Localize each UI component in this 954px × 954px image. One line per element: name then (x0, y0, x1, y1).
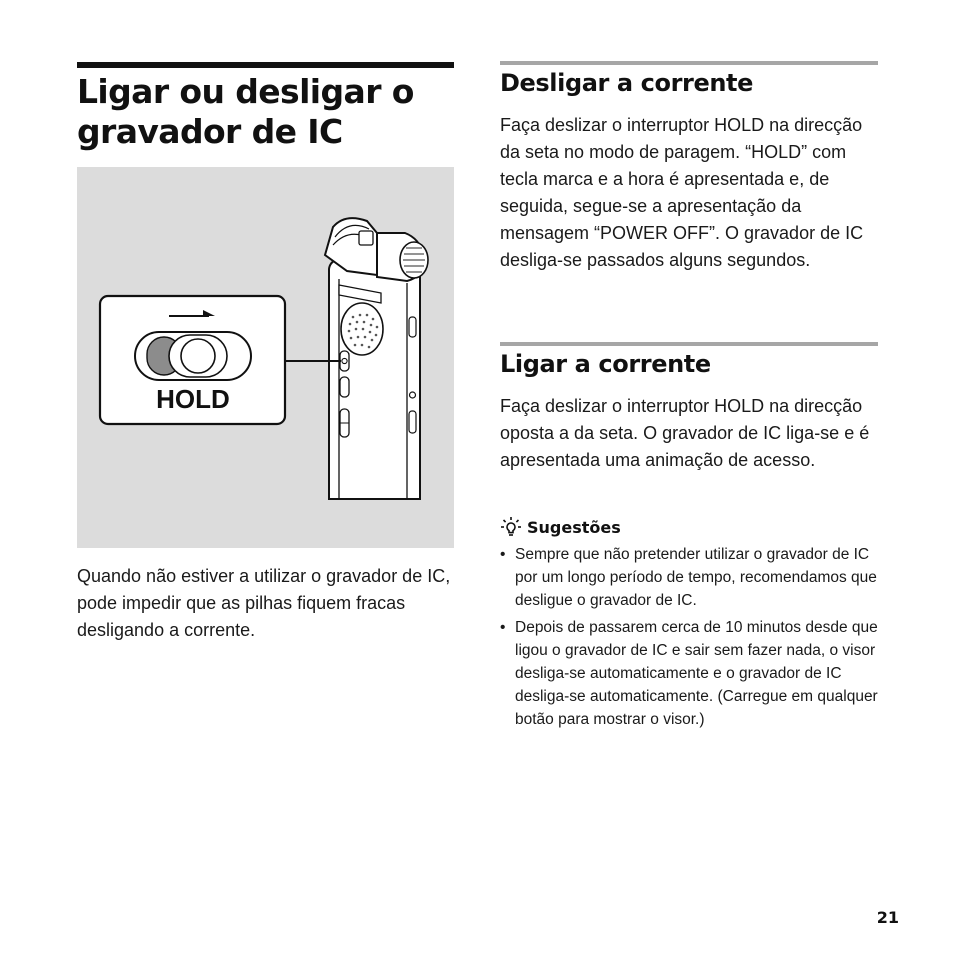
list-item: • Sempre que não pretender utilizar o gravador de IC por um longo período de tempo, recomendamos que desligue o gravador de IC. (500, 546, 877, 609)
title-rule (77, 62, 454, 68)
page-number: 21 (876, 908, 899, 927)
tip-text: Sempre que não pretender utilizar o gravador de IC por um longo período de tempo, recomendamos que desligue o gravador de IC. (515, 546, 877, 609)
list-item: • Depois de passarem cerca de 10 minutos desde que ligou o gravador de IC e sair sem fazer nada, o visor desliga-se automaticamente e o gravador de IC desliga-se automaticamente. (Carregue em qualquer botão para mostrar o visor.) (500, 619, 878, 728)
section-on-body: Faça deslizar o interruptor HOLD na direcção oposta a da seta. O gravador de IC liga-se e é apresentada uma animação de acesso. (500, 396, 870, 470)
lightbulb-icon (500, 516, 522, 538)
section-on-rule (500, 342, 878, 346)
ic-recorder-hold-switch-drawing (77, 167, 454, 548)
intro-paragraph: Quando não estiver a utilizar o gravador de IC, pode impedir que as pilhas fiquem fracas desligando a corrente. (77, 566, 451, 640)
section-off-heading: Desligar a corrente (500, 69, 753, 97)
device-illustration (77, 167, 454, 548)
tips-list (500, 543, 885, 735)
tips-heading: Sugestões (527, 517, 621, 537)
section-on-heading: Ligar a corrente (500, 350, 711, 378)
page-title: Ligar ou desligar o gravador de IC (77, 72, 414, 151)
tip-text: Depois de passarem cerca de 10 minutos desde que ligou o gravador de IC e sair sem fazer nada, o visor desliga-se automaticamente e o gravador de IC desliga-se automaticamente. (Carregue em qualquer botão para mostrar o visor.) (515, 619, 878, 728)
tips-header (500, 514, 621, 540)
section-off-rule (500, 61, 878, 65)
hold-label: HOLD (156, 384, 230, 414)
section-off-body: Faça deslizar o interruptor HOLD na direcção da seta no modo de paragem. “HOLD” com tecla marca e a hora é apresentada e, de seguida, segue-se a apresentação da mensagem “POWER OFF”. O gravador de IC desliga-se passados alguns segundos. (500, 115, 864, 270)
